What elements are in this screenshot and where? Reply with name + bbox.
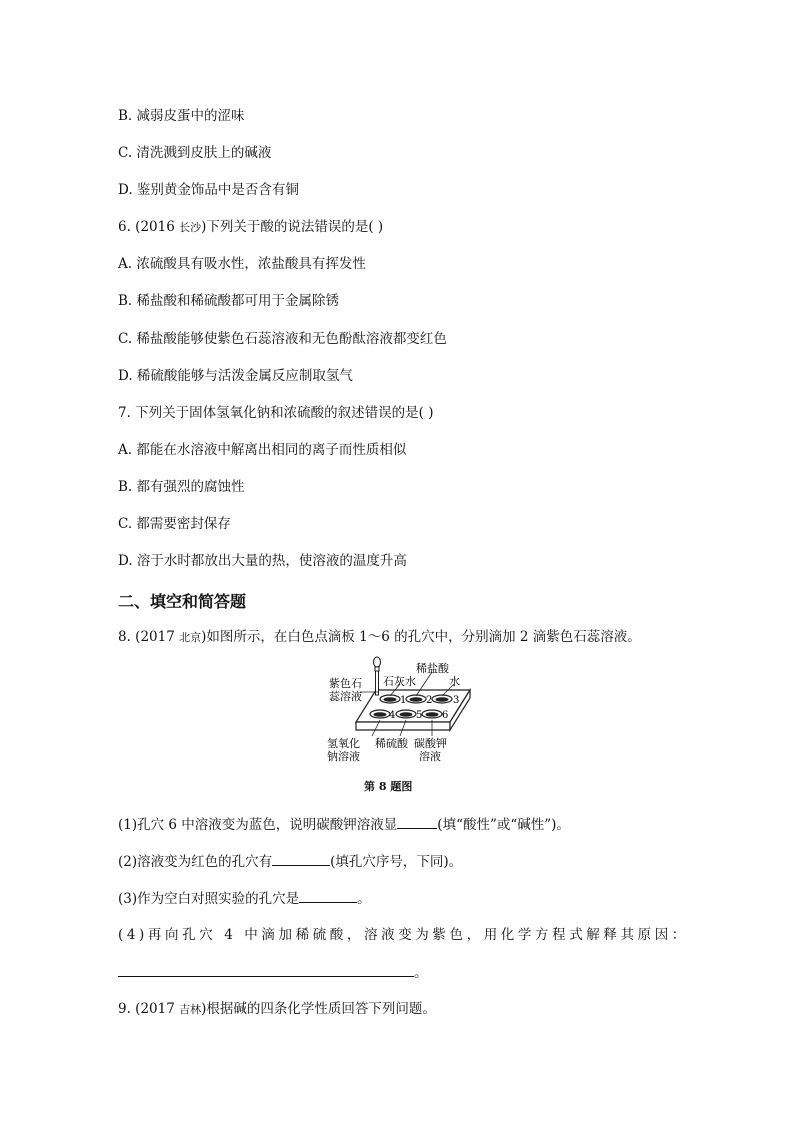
label-k2co3-1: 碳酸钾 (414, 737, 447, 750)
q8-part-4-answer (118, 962, 428, 983)
q6-stem-text: )下列关于酸的说法错误的是( ) (201, 219, 384, 235)
well-number: 1 (400, 695, 407, 706)
answer-blank[interactable] (272, 851, 330, 866)
figure-caption: 第 8 题图 (364, 780, 413, 793)
q8-part-2 (118, 851, 462, 872)
q5-option-c: C. 清洗溅到皮肤上的碱液 (118, 145, 272, 161)
label-limewater: 石灰水 (383, 675, 416, 688)
q6-option-d: D. 稀硫酸能够与活泼金属反应制取氢气 (118, 368, 353, 384)
q8-part-1-text: (1)孔穴 6 中溶液变为蓝色，说明碳酸钾溶液显 (118, 817, 398, 833)
q7-option-a: A. 都能在水溶液中解离出相同的离子而性质相似 (118, 442, 407, 458)
q5-option-b: B. 减弱皮蛋中的涩味 (118, 108, 245, 124)
q8-part-1-hint: (填“酸性”或“碱性”)。 (437, 817, 570, 833)
q9-stem-text: )根据碱的四条化学性质回答下列问题。 (201, 1001, 436, 1017)
q5-option-d: D. 鉴别黄金饰品中是否含有铜 (118, 182, 299, 198)
q6-source: 长沙 (179, 221, 202, 234)
q8-source: 北京 (179, 631, 202, 644)
label-naoh-1: 氢氧化 (327, 737, 360, 750)
answer-blank[interactable] (118, 962, 414, 977)
label-hcl: 稀盐酸 (416, 662, 449, 675)
q6-option-b: B. 稀盐酸和稀硫酸都可用于金属除锈 (118, 293, 340, 309)
q9-number: 9. (2017 (118, 1001, 180, 1017)
q6-option-a: A. 浓硫酸具有吸水性，浓盐酸具有挥发性 (118, 256, 366, 272)
answer-blank[interactable] (299, 888, 357, 903)
q8-stem (118, 627, 641, 648)
label-h2so4: 稀硫酸 (375, 737, 408, 750)
label-naoh-2: 钠溶液 (327, 750, 360, 763)
section-heading: 二、填空和简答题 (118, 592, 247, 611)
q7-option-b: B. 都有强烈的腐蚀性 (118, 479, 245, 495)
q8-part-2-hint: (填孔穴序号，下同)。 (330, 854, 463, 870)
q7-option-d: D. 溶于水时都放出大量的热，使溶液的温度升高 (118, 553, 407, 569)
q6-number: 6. (2016 (118, 219, 180, 235)
well-number: 3 (453, 695, 460, 706)
q8-stem-text: )如图所示，在白色点滴板 1～6 的孔穴中，分别滴加 2 滴紫色石蕊溶液。 (201, 629, 641, 645)
q8-part-3 (118, 888, 371, 909)
q7-option-c: C. 都需要密封保存 (118, 516, 231, 532)
q8-part-4: (4)再向孔穴 4 中滴加稀硫酸，溶液变为紫色，用化学方程式解释其原因： (118, 927, 689, 943)
q8-part-2-text: (2)溶液变为红色的孔穴有 (118, 854, 273, 870)
q8-part-1 (118, 814, 570, 835)
label-litmus-2: 蕊溶液 (329, 690, 362, 703)
well-number: 4 (389, 710, 396, 721)
q9-stem (118, 999, 436, 1020)
label-water: 水 (449, 675, 460, 688)
well-number: 6 (442, 710, 449, 721)
label-litmus-1: 紫色石 (329, 677, 362, 690)
label-k2co3-2: 溶液 (419, 750, 441, 763)
well-number: 5 (416, 710, 423, 721)
q8-part-3-text: (3)作为空白对照实验的孔穴是 (118, 891, 300, 907)
spot-plate-figure (320, 652, 480, 774)
q8-part-4-end: 。 (414, 965, 428, 981)
q8-part-3-end: 。 (357, 891, 371, 907)
q8-number: 8. (2017 (118, 629, 180, 645)
q9-source: 吉林 (179, 1003, 202, 1016)
well-number: 2 (426, 695, 433, 706)
q7-stem: 7. 下列关于固体氢氧化钠和浓硫酸的叙述错误的是( ) (118, 405, 434, 421)
q6-option-c: C. 稀盐酸能够使紫色石蕊溶液和无色酚酞溶液都变红色 (118, 331, 447, 347)
dropper-icon (374, 657, 381, 695)
q6-stem (118, 217, 383, 238)
answer-blank[interactable] (397, 814, 437, 829)
